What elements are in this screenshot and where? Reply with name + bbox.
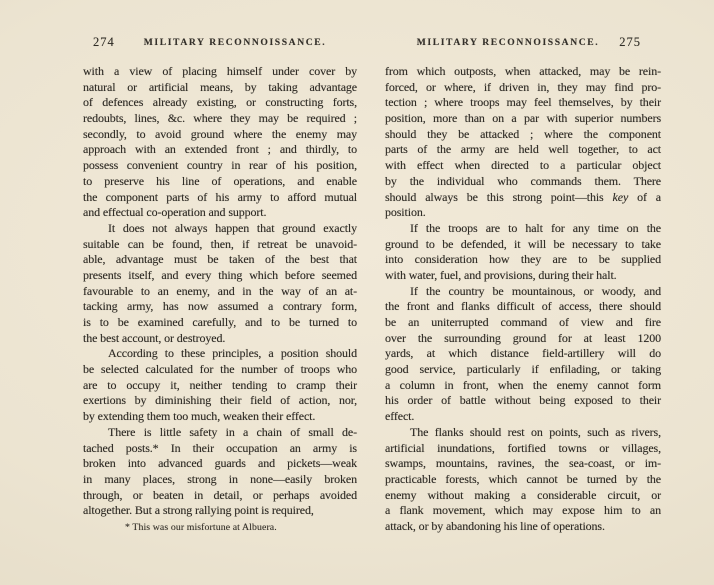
running-header	[385, 37, 661, 52]
text-line: position, more than on a par with superior numbers	[385, 111, 661, 126]
text-line: attack, or by abandoning his line of operations.	[385, 518, 605, 533]
page-number: 275	[619, 35, 641, 49]
text-line: over the surrounding ground for at least 1200	[385, 330, 661, 345]
text-line: a column in front, when the enemy cannot form	[385, 377, 661, 392]
text-line: is to be examined carefully, and to be turned to	[83, 315, 357, 329]
text-line: through, or beaten in detail, or perhaps avoided	[83, 487, 357, 502]
text-line: with a view of placing himself under cover by	[83, 64, 357, 78]
text-line: a flank movement, which may expose him to an	[385, 503, 661, 518]
text-line: his order of battle without being exposed to their	[385, 393, 661, 408]
text-line: artificial inundations, fortified towns or villages,	[385, 440, 661, 455]
text-line: in many places, strong in none—easily broken	[83, 471, 357, 486]
paragraph	[83, 221, 357, 347]
text-line: the front and flanks difficult of access, there should	[385, 299, 661, 314]
text-line: approach with an extended front ; and thirdly, to	[83, 142, 357, 157]
text-line: tacking army, has now assumed a contrary form,	[83, 299, 357, 314]
text-line: natural or artificial means, by taking advantage	[83, 79, 357, 94]
text-line: tached posts.* In their occupation an army is	[83, 440, 357, 455]
paragraph	[385, 64, 661, 221]
text-line: It does not always happen that ground exactly	[108, 220, 357, 235]
text-line: should always be this strong point—this key of a	[385, 189, 661, 204]
running-header	[83, 37, 357, 52]
text-line: altogether. But a strong rallying point is required,	[83, 503, 314, 518]
running-title: MILITARY RECONNOISSANCE.	[143, 37, 327, 48]
text-line: possess convenient country in rear of his position,	[83, 158, 357, 173]
text-line: good service, particularly if enfilading, or taking	[385, 362, 661, 377]
text-line: exertions by diminishing their field of action, nor,	[83, 393, 357, 408]
text-line: with water, fuel, and provisions, during their halt.	[385, 267, 617, 282]
paragraph	[385, 425, 661, 535]
page-body	[83, 64, 357, 519]
text-line: forced, or where, if driven in, they may find pro-	[385, 79, 661, 94]
paragraph	[83, 346, 357, 424]
text-line: be an uniterrupted command of view and fire	[385, 315, 661, 329]
page-body	[385, 64, 661, 535]
footnote: * This was our misfortune at Albuera.	[125, 521, 277, 533]
text-line: the best account, or destroyed.	[83, 330, 226, 345]
text-line: According to these principles, a position should	[108, 346, 357, 361]
text-line: position.	[385, 205, 426, 220]
text-line: with effect when directed to a particular object	[385, 158, 661, 173]
text-line: of defences already existing, or constructing forts,	[83, 95, 357, 110]
text-line: suitable can be found, then, if retreat be unavoid-	[83, 236, 357, 251]
text-line: yards, at which distance field-artillery will do	[385, 346, 661, 361]
text-line: swamps, mountains, ravines, the sea-coast, or im-	[385, 456, 661, 471]
text-line: the component parts of his army to afford mutual	[83, 189, 357, 204]
text-line: favourable to an enemy, and in the way of an at-	[83, 283, 357, 298]
text-line: enemy without making a considerable circuit, or	[385, 487, 661, 502]
text-line: into consideration how they are to be supplied	[385, 252, 661, 267]
page-number: 274	[93, 35, 115, 49]
text-line: by the individual who commands them. There	[385, 173, 661, 188]
text-line: If the country be mountainous, or woody, and	[410, 283, 661, 298]
text-line: able, advantage must be taken of the best that	[83, 252, 357, 267]
text-line: practicable forests, which cannot be turned by the	[385, 471, 661, 486]
paragraph	[83, 425, 357, 519]
text-line: The flanks should rest on points, such as rivers,	[410, 424, 661, 439]
paragraph	[83, 64, 357, 221]
text-line: secondly, to avoid ground where the enemy may	[83, 126, 357, 141]
text-line: ground to be defended, it will be necessary to take	[385, 236, 661, 251]
text-line: from which outposts, when attacked, may be rein-	[385, 64, 661, 78]
text-line: broken into advanced guards and pickets—weak	[83, 456, 357, 471]
text-line: parts of the army are held well together, to act	[385, 142, 661, 157]
text-line: effect.	[385, 409, 415, 424]
text-line: are to occupy it, neither tending to cramp their	[83, 377, 357, 392]
text-line: If the troops are to halt for any time on the	[410, 220, 661, 235]
text-line: redoubts, lines, &c. where they may be required ;	[83, 111, 357, 126]
running-title: MILITARY RECONNOISSANCE.	[416, 37, 600, 48]
text-line: There is little safety in a chain of small de-	[108, 424, 357, 439]
text-line: presents itself, and every thing which before seemed	[83, 267, 357, 282]
text-line: to preserve his line of operations, and enable	[83, 173, 357, 188]
text-line: be selected calculated for the number of troops who	[83, 362, 357, 377]
text-line: and effectual co-operation and support.	[83, 205, 267, 220]
text-line: should they be attacked ; where the component	[385, 126, 661, 141]
right-page	[385, 0, 661, 535]
paragraph	[385, 221, 661, 284]
left-page	[83, 0, 357, 533]
text-line: tection ; where troops may feel themselves, by their	[385, 95, 661, 110]
text-line: by extending them too much, weaken their effect.	[83, 409, 316, 424]
paragraph	[385, 284, 661, 425]
